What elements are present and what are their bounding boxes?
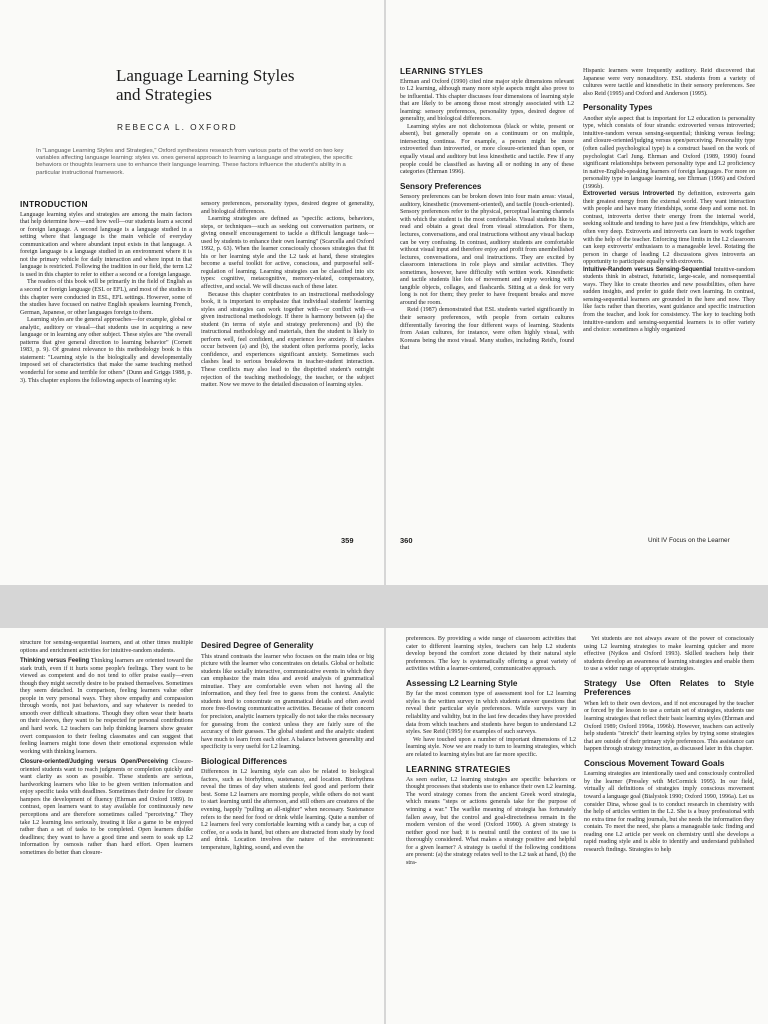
page1-column-right <box>201 201 374 529</box>
paragraph: Reid (1987) demonstrated that ESL students varied significantly in their sensory preferences, with people from certain cultures differentially favoring the four different ways of learning. Students from Asian cultures, for instance, were often highly visual, with Koreans being the most visual. Many studies, including Reid's, found that <box>400 307 574 352</box>
page-number: 359 <box>341 536 354 545</box>
extroverted-introverted-runin: Extroverted versus Introverted <box>583 191 675 198</box>
paragraph: Learning strategies are defined as "specific actions, behaviors, steps, or techniques—such as seeking out conversation partners, or giving oneself encouragement to tackle a difficult language task—used by students to enhance their own learning" (Scarcella and Oxford 1992, p. 63). When the learner consciously chooses strategies that fit his or her learning style and the L2 task at hand, these strategies become a useful toolkit for active, conscious, and purposeful self-regulation of learning. Learning strategies can be classified into six types: cognitive, metacognitive, memory-related, compensatory, affective, and social. We will discuss each of these later. <box>201 216 374 291</box>
intuitive-sensing-text: Intuitive-random students think in abstract, futuristic, large-scale, and nonsequential ways. They like to create theories and new possibilities, often have sudden insights, and prefer to guide their own learning. In contrast, sensing-sequential learners are grounded in the here and now. They like facts rather than theories, want guidance and specific instruction from the teacher, and look for consistency. The key to teaching both intuitive-random and sensing-sequential learners is to offer variety and choice: sometimes a highly organized <box>583 266 755 334</box>
paragraph: Ehrman and Oxford (1990) cited nine major style dimensions relevant to L2 learning, although many more style aspects might also prove to be influential. This chapter discusses four dimensions of learning style that are likely to be among those most strongly associated with L2 learning: sensory preferences, personality types, desired degree of generality, and biological differences. <box>400 78 574 123</box>
page3-column-left <box>20 640 193 1024</box>
page4-column-right <box>584 636 754 1024</box>
paragraph: Yet students are not always aware of the power of consciously using L2 learning strategies to make learning quicker and more effective (Nyikos and Oxford 1993). Skilled teachers help their students develop an awareness of learning strategies and enable them to use a wider range of appropriate strategies. <box>584 636 754 673</box>
extroverted-introverted-text: By definition, extroverts gain their greatest energy from the external world. They want interaction with people and have many friendships, some deep and some not. In contrast, introverts derive their energy from the internal world, seeking solitude and tending to have just a few friendships, which are often very deep. Extroverts and introverts can learn to work together with the help of the teacher. Enforcing time limits in the L2 classroom can keep extroverts' enthusiasm to a manageable level. Rotating the person in charge of leading L2 discussions gives introverts an opportunity to participate equally with extroverts. <box>583 191 755 266</box>
paragraph: Learning styles are not dichotomous (black or white, present or absent), but generally operate on a continuum or on multiple, intersecting continua. For example, a person might be more extroverted than introverted, or more closure-oriented than open, or equally visual and auditory but less kinesthetic and tactile. Few if any people could be classified as having all or nothing in any of these categories (Ehrman 1996). <box>400 123 574 176</box>
generality-heading: Desired Degree of Generality <box>201 641 314 650</box>
biological-differences-heading: Biological Differences <box>201 756 287 766</box>
paragraph: sensory preferences, personality types, desired degree of generality, and biological differences. <box>201 201 374 215</box>
paragraph: Language learning styles and strategies are among the main factors that help determine how—and how well—our students learn a second or foreign language. A second language is a language studied in a setting where that language is the main vehicle of everyday communication and where abundant input exists in that language. A foreign language is a language studied in an environment where it is not the primary vehicle for daily interaction and where input in that language is restricted. Following the tradition in our field, the term L2 is used in this chapter to refer to either a second or a foreign language. <box>20 211 192 278</box>
intuitive-sensing-runin: Intuitive-Random versus Sensing-Sequential <box>583 266 712 273</box>
paragraph: Differences in L2 learning style can also be related to biological factors, such as biorhythms, sustenance, and location. Biorhythms reveal the times of day when students feel good and perform their best. Some L2 learners are morning people, while others do not want to start learning until the afternoon, and still others are creatures of the evening, happily "pulling an all-nighter" when necessary. Sustenance refers to the need for food or drink while learning. Quite a number of L2 learners feel very comfortable learning with a candy bar, a cup of coffee, or a soda in hand, but others are distracted from study by food and drink. Location involves the nature of the environment: temperature, lighting, sound, and even the <box>201 769 374 851</box>
conscious-movement-heading: Conscious Movement Toward Goals <box>584 758 725 768</box>
paragraph: Learning styles are the general approaches—for example, global or analytic, auditory or visual—that students use in acquiring a new language or in learning any other subject. These styles are "the overall patterns that give general direction to learning behavior" (Cornett 1983, p. 9). Of greatest relevance to this methodology book is this statement: "Learning style is the biologically and developmentally imposed set of characteristics that make the same teaching method wonderful for some and terrible for others" (Dunn and Griggs 1988, p. 3). This chapter explores the following aspects of learning style: <box>20 317 192 384</box>
paragraph: When left to their own devices, and if not encouraged by the teacher or forced by the lesson to use a certain set of strategies, students use learning strategies that reflect their basic learning styles (Ehrman and Oxford 1989; Oxford 1996a, 1996b). However, teachers can actively help students "stretch" their learning styles by trying some strategies that are outside of their primary style preferences. This assistance can happen through strategy instruction, as discussed later in this chapter. <box>584 700 754 753</box>
paragraph: By far the most common type of assessment tool for L2 learning styles is the written survey in which students answer questions that reveal their particular style preferences. While surveys vary in reliability and validity, but in the last few decades they have provided data from which teachers and students have begun to understand L2 styles. See Reid (1995) for examples of such surveys. <box>406 691 576 736</box>
assessing-heading: Assessing L2 Learning Style <box>406 678 518 688</box>
paragraph: structure for sensing-sequential learners, and at other times multiple options and enrichment activities for intuitive-random students. <box>20 640 193 654</box>
chapter-author: REBECCA L. OXFORD <box>117 122 238 132</box>
page2-column-left <box>400 68 574 530</box>
thinking-feeling-text: Thinking learners are oriented toward the stark truth, even if it hurts some people's feelings. They want to be viewed as competent and do not tend to offer praise easily—even though they might secretly desire to be praised themselves. Sometimes they seem detached. In comparison, feeling learners value other people in very personal ways. They show empathy and compassion through words, not just behaviors, and say whatever is needed to smooth over difficult situations. Though they often wear their hearts on their sleeves, they want to be respected for personal contributions and hard work. L2 teachers can help thinking learners show greater overt compassion to their feeling classmates and can suggest that feeling learners might tone down their emotional expression while working with thinking learners. <box>20 658 193 755</box>
book-page-360 <box>386 0 768 585</box>
personality-types-heading: Personality Types <box>583 103 653 113</box>
paragraph: As seen earlier, L2 learning strategies are specific behaviors or thought processes that students use to enhance their own L2 learning. The word strategy comes from the ancient Greek word strategia, which means "steps or actions generals take for the purpose of winning a war." The warlike meaning of strategia has fortunately fallen away, but the control and goal-directedness remain in the modern version of the word (Oxford 1990). A given strategy is neither good nor bad; it is neutral until the context of its use is thoroughly considered. What makes a strategy positive and helpful for a given learner? A strategy is useful if the following conditions are present: (a) the strategy relates well to the L2 task at hand, (b) the stra- <box>406 776 576 866</box>
sensory-preferences-heading: Sensory Preferences <box>400 181 482 191</box>
page1-column-left <box>20 201 192 529</box>
learning-strategies-heading: LEARNING STRATEGIES <box>406 764 511 775</box>
book-page-361 <box>0 628 384 1024</box>
paragraph <box>20 759 193 857</box>
book-page-362 <box>386 628 768 1024</box>
paragraph: The readers of this book will be primarily in the field of English as a second or foreign language (ESL or EFL), and most of the studies in this chapter were conducted in ESL, EFL settings. However, some of the studies have focused on native English speakers learning French, German, Japanese, or other languages foreign to them. <box>20 279 192 316</box>
book-page-359 <box>0 0 384 585</box>
paragraph <box>20 658 193 756</box>
page2-column-right <box>583 68 755 530</box>
paragraph: Learning strategies are intentionally used and consciously controlled by the learner (Pressley with McCormick 1995). In our field, virtually all definitions of strategies imply conscious movement toward a language goal (Bialystok 1990; Oxford 1990, 1996a). Let us consider Dina, whose goal is to conduct research in chemistry with the help of articles written in the L2. She is a busy professional with no extra time for reading journals, but she needs the information they contain. To meet the need, she plans a manageable task: finding and reading one L2 article per week on chemistry until she develops a rapid reading style and is able to identify and understand published research findings. Strategies to help <box>584 771 754 853</box>
paragraph: We have touched upon a number of important dimensions of L2 learning style. Now we are ready to turn to learning strategies, which are related to learning styles but are far more specific. <box>406 736 576 758</box>
page-number: 360 <box>400 536 413 545</box>
paragraph <box>583 267 755 335</box>
page3-column-right <box>201 636 374 1024</box>
running-head: Unit IV Focus on the Learner <box>648 537 730 544</box>
style-preferences-heading: Strategy Use Often Relates to Style Preferences <box>584 678 754 698</box>
chapter-abstract: In "Language Learning Styles and Strategies," Oxford synthesizes research from various parts of the world on two key variables affecting language learning: styles vs. ones general approach to learning a language and strategies, the specific behaviors or thoughts learners use to enhance their language learning. These factors influence the student's ability in a particular instructional framework. <box>36 148 353 176</box>
paragraph: Another style aspect that is important for L2 education is personality type, which consists of four strands: extroverted versus introverted; intuitive-random versus sensing-sequential; thinking versus feeling; and closure-oriented/judging versus open/perceiving. Personality type (often called psychological type) is a construct based on the work of psychologist Carl Jung. Ehrman and Oxford (1989, 1990) found significant relationships between personality type and L2 proficiency in native-English-speaking learners of foreign languages. For more on personality type in language learning, see Ehrman (1996) and Oxford (1996b). <box>583 115 755 190</box>
closure-open-text: Closure-oriented students want to reach judgments or completion quickly and want clarity as soon as possible. These students are serious, hardworking learners who like to be given written information and enjoy specific tasks with deadlines. Sometimes their desire for closure hampers the development of fluency (Ehrman and Oxford 1989). In contrast, open learners want to stay available for continuously new perceptions and are therefore sometimes called "perceiving." They take L2 learning less seriously, treating it like a game to be enjoyed rather than a set of tasks to be completed. Open learners dislike deadlines; they want to have a good time and seem to soak up L2 information by osmosis rather than hard effort. Open learners sometimes do better than closure- <box>20 759 193 856</box>
closure-open-runin: Closure-oriented/Judging versus Open/Perceiving <box>20 759 168 766</box>
paragraph: This strand contrasts the learner who focuses on the main idea or big picture with the learner who concentrates on details. Global or holistic students like socially interactive, communicative events in which they can emphasize the main idea and avoid analysis of grammatical minutiae. They are comfortable even when not having all the information, and they feel free to guess from the context. Analytic students tend to concentrate on grammatical details and often avoid more free-flowing communicative activities. Because of their concern for precision, analytic learners typically do not take the risks necessary for guessing from the context unless they are fairly sure of the accuracy of their guesses. The global student and the analytic student have much to learn from each other. A balance between generality and specificity is very useful for L2 learning. <box>201 653 374 751</box>
learning-styles-heading: LEARNING STYLES <box>400 68 484 76</box>
thinking-feeling-runin: Thinking versus Feeling <box>20 658 90 665</box>
paragraph: preferences. By providing a wide range of classroom activities that cater to different learning styles, teachers can help L2 students develop beyond the comfort zone dictated by their natural style preferences. The key is systematically offering a great variety of activities within a learner-centered, communicative approach. <box>406 636 576 673</box>
paragraph: Hispanic learners were frequently auditory. Reid discovered that Japanese were very nonauditory. ESL students from a variety of cultures were tactile and kinesthetic in their sensory preferences. See also Reid (1995) and Oxford and Anderson (1995). <box>583 68 755 97</box>
page4-column-left <box>406 636 576 1024</box>
paragraph: Sensory preferences can be broken down into four main areas: visual, auditory, kinesthetic (movement-oriented), and tactile (touch-oriented). Sensory preferences refer to the physical, perceptual learning channels with which the student is the most comfortable. Visual students like to read and obtain a great deal from visual stimulation. For them, lectures, conversations, and oral instructions without any visual backup can be very confusing. In contrast, auditory students are comfortable without visual input and therefore enjoy and profit from unembellished lectures, conversations, and oral instructions. They are excited by classroom interactions in role plays and similar activities. They sometimes, however, have difficulty with written work. Kinesthetic and tactile students like lots of movement and enjoy working with tangible objects, collages, and flashcards. Sitting at a desk for very long is not for them; they prefer to have frequent breaks and move around the room. <box>400 194 574 306</box>
paragraph <box>583 191 755 266</box>
introduction-heading: INTRODUCTION <box>20 201 88 209</box>
chapter-title: Language Learning Styles and Strategies <box>116 66 295 104</box>
paragraph: Because this chapter contributes to an instructional methodology book, it is important to emphasize that individual students' learning styles and strategies can work together with—or conflict with—a given instructional methodology. If there is harmony between (a) the student (in terms of style and strategy preferences) and (b) the instructional methodology and materials, then the student is likely to perform well, feel confident, and experience low anxiety. If clashes occur between (a) and (b), the student often performs poorly, lacks confidence, and experiences significant anxiety. Sometimes such clashes lead to serious breakdowns in teacher-student interaction. These conflicts may also lead to the dispirited student's outright rejection of the teaching methodology, the teacher, or the subject matter. Now we move to the detailed discussion of learning styles. <box>201 291 374 389</box>
